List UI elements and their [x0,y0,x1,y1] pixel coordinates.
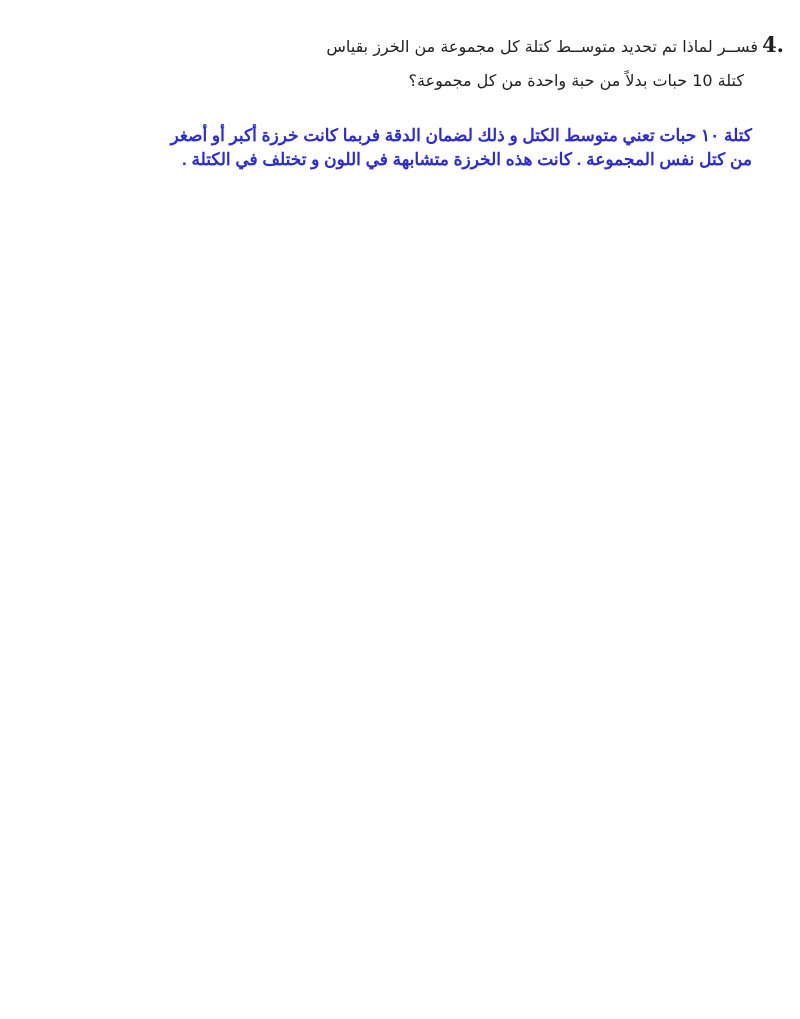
question-line-2: كتلة 10 حبات بدلاً من حبة واحدة من كل مجموعة؟ [408,71,744,90]
answer-block [92,124,752,172]
answer-line-2: من كتل نفس المجموعة . كانت هذه الخرزة متشابهة في اللون و تختلف في الكتلة . [182,150,752,169]
answer-line-1: كتلة ١٠ حبات تعني متوسط الكتل و ذلك لضمان الدقة فربما كانت خرزة أكبر أو أصغر [170,126,752,145]
question-block [148,30,784,98]
question-number: 4. [762,32,784,57]
question-line-1: فســر لماذا تم تحديد متوســط كتلة كل مجموعة من الخرز بقياس [326,37,758,56]
